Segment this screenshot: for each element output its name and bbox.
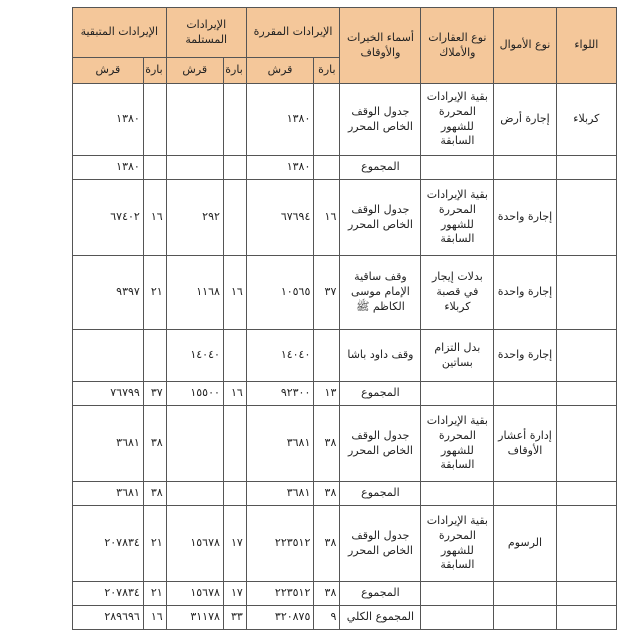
- cell-liwa: [556, 256, 616, 330]
- cell-name: جدول الوقف الخاص المحرر: [340, 84, 421, 156]
- cell-rec-q: [166, 84, 223, 156]
- cell-rec-b: [223, 156, 246, 180]
- cell-due-q: ١٠٥٦٥: [246, 256, 314, 330]
- cell-name: جدول الوقف الخاص المحرر: [340, 180, 421, 256]
- cell-estate: [421, 156, 494, 180]
- cell-due-b: ٣٨: [314, 582, 340, 606]
- cell-rec-q: ١٥٦٧٨: [166, 582, 223, 606]
- cell-due-q: ٣٦٨١: [246, 482, 314, 506]
- cell-type: [494, 482, 556, 506]
- cell-rem-q: ٩٣٩٧: [73, 256, 144, 330]
- cell-type: إجارة أرض: [494, 84, 556, 156]
- cell-rem-b: [143, 156, 166, 180]
- table-row: [73, 482, 617, 506]
- header-type-estates: نوع العقارات والأملاك: [421, 8, 494, 84]
- cell-due-q: ٣٢٠٨٧٥: [246, 606, 314, 630]
- cell-name: جدول الوقف الخاص المحرر: [340, 506, 421, 582]
- cell-rem-q: ٧٦٧٩٩: [73, 382, 144, 406]
- cell-rem-b: ١٦: [143, 606, 166, 630]
- cell-rem-b: [143, 330, 166, 382]
- cell-due-b: ١٣: [314, 382, 340, 406]
- table-row: [73, 606, 617, 630]
- table-row: [73, 582, 617, 606]
- cell-due-b: ٣٨: [314, 406, 340, 482]
- cell-due-q: ١٣٨٠: [246, 156, 314, 180]
- cell-rec-q: ١٥٥٠٠: [166, 382, 223, 406]
- cell-estate: بدل التزام بساتين: [421, 330, 494, 382]
- cell-rem-q: ٦٧٤٠٢: [73, 180, 144, 256]
- cell-rem-b: [143, 84, 166, 156]
- cell-due-q: ٣٦٨١: [246, 406, 314, 482]
- cell-name: المجموع: [340, 156, 421, 180]
- cell-rem-q: ٣٦٨١: [73, 406, 144, 482]
- cell-due-b: [314, 330, 340, 382]
- table-row: [73, 180, 617, 256]
- cell-rec-q: ١١٦٨: [166, 256, 223, 330]
- revenue-table: [72, 7, 617, 630]
- cell-rec-q: ١٤٠٤٠: [166, 330, 223, 382]
- cell-rem-q: [73, 330, 144, 382]
- cell-due-b: ٣٨: [314, 506, 340, 582]
- cell-type: إجارة واحدة: [494, 180, 556, 256]
- cell-liwa: [556, 482, 616, 506]
- cell-type: الرسوم: [494, 506, 556, 582]
- cell-name: جدول الوقف الخاص المحرر: [340, 406, 421, 482]
- cell-rec-q: ٢٩٢: [166, 180, 223, 256]
- cell-due-q: ٦٧٦٩٤: [246, 180, 314, 256]
- header-bara: بارة: [143, 58, 166, 84]
- cell-due-b: [314, 156, 340, 180]
- cell-liwa: [556, 582, 616, 606]
- cell-rem-b: ١٦: [143, 180, 166, 256]
- cell-due-q: ٢٢٣٥١٢: [246, 506, 314, 582]
- cell-rec-b: ٣٣: [223, 606, 246, 630]
- cell-type: إجارة واحدة: [494, 330, 556, 382]
- cell-liwa: [556, 406, 616, 482]
- cell-rec-b: [223, 330, 246, 382]
- cell-due-b: ١٦: [314, 180, 340, 256]
- cell-estate: [421, 606, 494, 630]
- header-qirsh: قرش: [73, 58, 144, 84]
- cell-rec-b: [223, 482, 246, 506]
- cell-rem-q: ٣٦٨١: [73, 482, 144, 506]
- table-row: [73, 156, 617, 180]
- cell-type: [494, 582, 556, 606]
- cell-rec-b: ١٧: [223, 582, 246, 606]
- header-revenue-remaining: الإيرادات المتبقية: [73, 8, 167, 58]
- cell-rem-q: ٢٨٩٦٩٦: [73, 606, 144, 630]
- cell-rem-q: ١٣٨٠: [73, 156, 144, 180]
- cell-estate: [421, 382, 494, 406]
- header-liwa: اللواء: [556, 8, 616, 84]
- cell-rec-q: [166, 156, 223, 180]
- cell-type: [494, 606, 556, 630]
- cell-estate: بدلات إيجار في قصبة كربلاء: [421, 256, 494, 330]
- header-bara: بارة: [223, 58, 246, 84]
- cell-estate: بقية الإيرادات المحررة للشهور السابقة: [421, 406, 494, 482]
- header-revenue-received: الإيرادات المستلمة: [166, 8, 246, 58]
- cell-rec-b: [223, 406, 246, 482]
- cell-estate: بقية الإيرادات المحررة للشهور السابقة: [421, 84, 494, 156]
- header-row: [73, 8, 617, 58]
- cell-rem-q: ٢٠٧٨٣٤: [73, 582, 144, 606]
- header-qirsh: قرش: [166, 58, 223, 84]
- table-row: [73, 406, 617, 482]
- cell-rec-b: ١٦: [223, 382, 246, 406]
- cell-rem-b: ٢١: [143, 256, 166, 330]
- cell-rem-q: ٢٠٧٨٣٤: [73, 506, 144, 582]
- cell-liwa: [556, 382, 616, 406]
- cell-due-q: ٩٢٣٠٠: [246, 382, 314, 406]
- cell-name: المجموع: [340, 582, 421, 606]
- cell-type: إجارة واحدة: [494, 256, 556, 330]
- cell-rec-b: [223, 180, 246, 256]
- cell-rem-b: ٢١: [143, 582, 166, 606]
- table-row: [73, 330, 617, 382]
- cell-estate: [421, 582, 494, 606]
- header-qirsh: قرش: [246, 58, 314, 84]
- cell-type: [494, 382, 556, 406]
- cell-rem-q: ١٣٨٠: [73, 84, 144, 156]
- cell-rem-b: ٢١: [143, 506, 166, 582]
- cell-rec-q: ٣١١٧٨: [166, 606, 223, 630]
- cell-liwa: كربلاء: [556, 84, 616, 156]
- cell-rem-b: ٣٧: [143, 382, 166, 406]
- cell-estate: بقية الإيرادات المحررة للشهور السابقة: [421, 180, 494, 256]
- cell-rec-q: ١٥٦٧٨: [166, 506, 223, 582]
- table-row: [73, 256, 617, 330]
- cell-rec-q: [166, 406, 223, 482]
- cell-liwa: [556, 156, 616, 180]
- cell-liwa: [556, 606, 616, 630]
- header-type-funds: نوع الأموال: [494, 8, 556, 84]
- cell-due-b: ٣٨: [314, 482, 340, 506]
- cell-rem-b: ٣٨: [143, 406, 166, 482]
- header-revenue-due: الإيرادات المقررة: [246, 8, 340, 58]
- cell-rem-b: ٣٨: [143, 482, 166, 506]
- cell-due-q: ١٣٨٠: [246, 84, 314, 156]
- cell-due-b: ٩: [314, 606, 340, 630]
- header-names: أسماء الخيرات والأوقاف: [340, 8, 421, 84]
- cell-estate: [421, 482, 494, 506]
- cell-type: إدارة أعشار الأوقاف: [494, 406, 556, 482]
- cell-rec-b: [223, 84, 246, 156]
- header-bara: بارة: [314, 58, 340, 84]
- table-row: [73, 84, 617, 156]
- cell-rec-b: ١٦: [223, 256, 246, 330]
- cell-type: [494, 156, 556, 180]
- cell-name: المجموع الكلي: [340, 606, 421, 630]
- cell-name: المجموع: [340, 482, 421, 506]
- cell-liwa: [556, 180, 616, 256]
- cell-due-q: ١٤٠٤٠: [246, 330, 314, 382]
- table-row: [73, 506, 617, 582]
- cell-due-b: ٣٧: [314, 256, 340, 330]
- cell-name: المجموع: [340, 382, 421, 406]
- cell-liwa: [556, 330, 616, 382]
- cell-rec-b: ١٧: [223, 506, 246, 582]
- cell-name: وقف داود باشا: [340, 330, 421, 382]
- cell-due-b: [314, 84, 340, 156]
- cell-estate: بقية الإيرادات المحررة للشهور السابقة: [421, 506, 494, 582]
- cell-name: وقف ساقية الإمام موسى الكاظم ﷺ: [340, 256, 421, 330]
- cell-rec-q: [166, 482, 223, 506]
- cell-liwa: [556, 506, 616, 582]
- table-row: [73, 382, 617, 406]
- cell-due-q: ٢٢٣٥١٢: [246, 582, 314, 606]
